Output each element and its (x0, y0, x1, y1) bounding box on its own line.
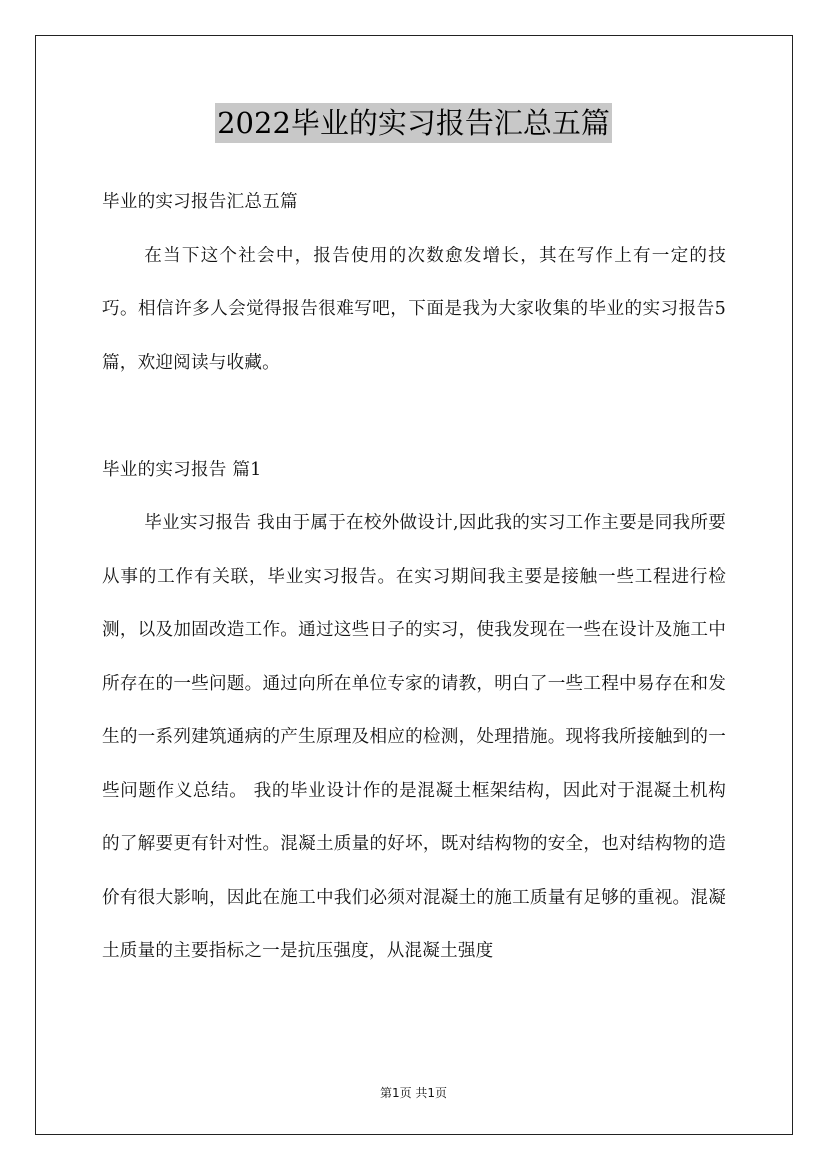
document-body (102, 176, 726, 979)
title-container (0, 103, 827, 143)
intro-paragraph: 在当下这个社会中，报告使用的次数愈发增长，其在写作上有一定的技巧。相信许多人会觉得报告很难写吧，下面是我为大家收集的毕业的实习报告5篇，欢迎阅读与收藏。 (102, 245, 726, 373)
page-footer: 第1页 共1页 (379, 1086, 448, 1100)
section-heading: 毕业的实习报告 篇1 (102, 459, 262, 480)
section-body-paragraph: 毕业实习报告 我由于属于在校外做设计,因此我的实习工作主要是同我所要从事的工作有关联，毕业实习报告。在实习期间我主要是接触一些工程进行检测，以及加固改造工作。通过这些日子的实习，使我发现在一些在设计及施工中所存在的一些问题。通过向所在单位专家的请教，明白了一些工程中易存在和发生的一系列建筑通病的产生原理及相应的检测，处理措施。现将我所接触到的一些问题作义总结。 我的毕业设计作的是混凝土框架结构，因此对于混凝土机构的了解要更有针对性。混凝土质量的好坏，既对结构物的安全，也对结构物的造价有很大影响，因此在施工中我们必须对混凝土的施工质量有足够的重视。混凝土质量的主要指标之一是抗压强度，从混凝土强度 (102, 513, 726, 961)
document-subtitle: 毕业的实习报告汇总五篇 (102, 192, 298, 212)
document-title: 2022毕业的实习报告汇总五篇 (215, 103, 612, 143)
paragraph-gap (102, 390, 726, 444)
